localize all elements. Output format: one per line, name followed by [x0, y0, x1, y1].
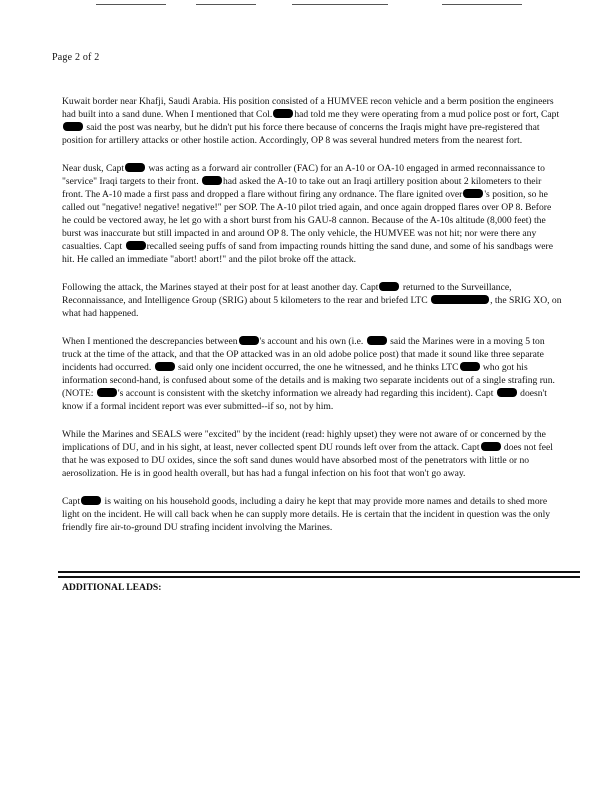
paragraph-text: 's account and his own (i.e. — [259, 336, 366, 347]
redaction-mark — [202, 176, 222, 185]
section-divider — [58, 576, 580, 578]
paragraph — [62, 95, 562, 147]
additional-leads-heading: ADDITIONAL LEADS: — [62, 582, 162, 593]
redaction-mark — [463, 189, 483, 198]
paragraph-text: While the Marines and SEALS were "excited" by the incident (read: highly upset) they were not aware of or concerned by the implications of DU, and in his sight, at least, never collected spent DU rounds left over from the attack. Capt — [62, 429, 546, 453]
paragraph-text: Following the attack, the Marines stayed at their post for at least another day. Capt — [62, 282, 379, 293]
redaction-mark — [460, 362, 480, 371]
top-rule — [442, 4, 522, 5]
redaction-mark — [155, 362, 175, 371]
redaction-mark — [481, 442, 501, 451]
paragraph-text: who got his information second-hand, is confused about some of the details and is making two separate incidents out of a single strafing run. (NOTE: — [62, 362, 555, 399]
paragraph-text: , the SRIG XO, on what had happened. — [62, 295, 562, 319]
paragraph — [62, 495, 562, 534]
redaction-mark — [379, 282, 399, 291]
paragraph — [62, 335, 562, 413]
paragraph — [62, 428, 562, 480]
section-divider — [58, 571, 580, 573]
paragraph-text: had asked the A-10 to take out an Iraqi artillery position about 2 kilometers to their front. The A-10 made a first pass and dropped a flare without firing any ordnance. The flare ignited over — [62, 176, 542, 200]
paragraph-text: Capt — [62, 496, 81, 507]
paragraph — [62, 162, 562, 266]
paragraph-text: 's position, so he called out "negative! negative! negative!" per SOP. The A-10 pilot tried again, and once again dropped flares over OP 8. Before he could be vectored away, he let go with a short burst from his GAU-8 cannon. Because of the A-10s altitude (8,000 feet) the burst was inaccurate but still impacted in and around OP 8. The only vehicle, the HUMVEE was not hit; nor were there any casualties. Capt — [62, 189, 552, 252]
paragraph-text: was acting as a forward air controller (FAC) for an A-10 or OA-10 engaged in armed reconnaissance to "service" Iraqi targets to their front. — [62, 163, 545, 187]
paragraph-text: is waiting on his household goods, including a dairy he kept that may provide more names and details to shed more light on the incident. He will call back when he can supply more details. He is certain that the incident in question was the only friendly fire air-to-ground DU strafing incident involving the Marines. — [62, 496, 551, 533]
top-rule — [96, 4, 166, 5]
redaction-mark — [97, 388, 117, 397]
paragraph-text: Kuwait border near Khafji, Saudi Arabia. His position consisted of a HUMVEE recon vehicle and a berm position the engineers had built into a sand dune. When I mentioned that Col. — [62, 96, 554, 120]
page-number: Page 2 of 2 — [52, 52, 100, 63]
redaction-mark — [367, 336, 387, 345]
top-rule — [292, 4, 388, 5]
redaction-mark — [81, 496, 101, 505]
paragraph-text: had told me they were operating from a mud police post or fort, Capt — [294, 109, 560, 120]
paragraph-text: 's account is consistent with the sketchy information we already had regarding this incident). Capt — [117, 388, 496, 399]
paragraph-text: returned to the Surveillance, Reconnaissance, and Intelligence Group (SRIG) about 5 kilometers to the rear and briefed LTC — [62, 282, 512, 306]
paragraph-text: said only one incident occurred, the one he witnessed, and he thinks LTC — [175, 362, 459, 373]
top-rule — [196, 4, 256, 5]
paragraph-text: said the post was nearby, but he didn't put his force there because of concerns the Iraqis might have pre-registered that position for artillery attacks or other hostile action. Accordingly, OP 8 was several hundred meters from the nearest fort. — [62, 122, 540, 146]
paragraph-text: doesn't know if a formal incident report was ever submitted--if so, not by him. — [62, 388, 547, 412]
redaction-mark — [125, 163, 145, 172]
redaction-mark — [497, 388, 517, 397]
paragraph — [62, 281, 562, 320]
redaction-mark — [126, 241, 146, 250]
paragraph-text: Near dusk, Capt — [62, 163, 125, 174]
paragraph-text: When I mentioned the descrepancies between — [62, 336, 238, 347]
redaction-mark — [63, 122, 83, 131]
redaction-mark — [431, 295, 489, 304]
paragraph-text: does not feel that he was exposed to DU oxides, since the soft sand dunes would have absorbed most of the penetrators with little or no aerosolization. He is in good health overall, but has had a fungal infection on his foot that won't go away. — [62, 442, 553, 479]
document-body — [62, 95, 562, 549]
redaction-mark — [239, 336, 259, 345]
paragraph-text: said the Marines were in a moving 5 ton truck at the time of the attack, and that the OP attacked was in an old adobe police post) that made it sound like three separate incidents had occurred. — [62, 336, 545, 373]
redaction-mark — [273, 109, 293, 118]
paragraph-text: recalled seeing puffs of sand from impacting rounds hitting the sand dune, and some of his sandbags were hit. He called an immediate "abort! abort!" and the pilot broke off the attack. — [62, 241, 554, 265]
